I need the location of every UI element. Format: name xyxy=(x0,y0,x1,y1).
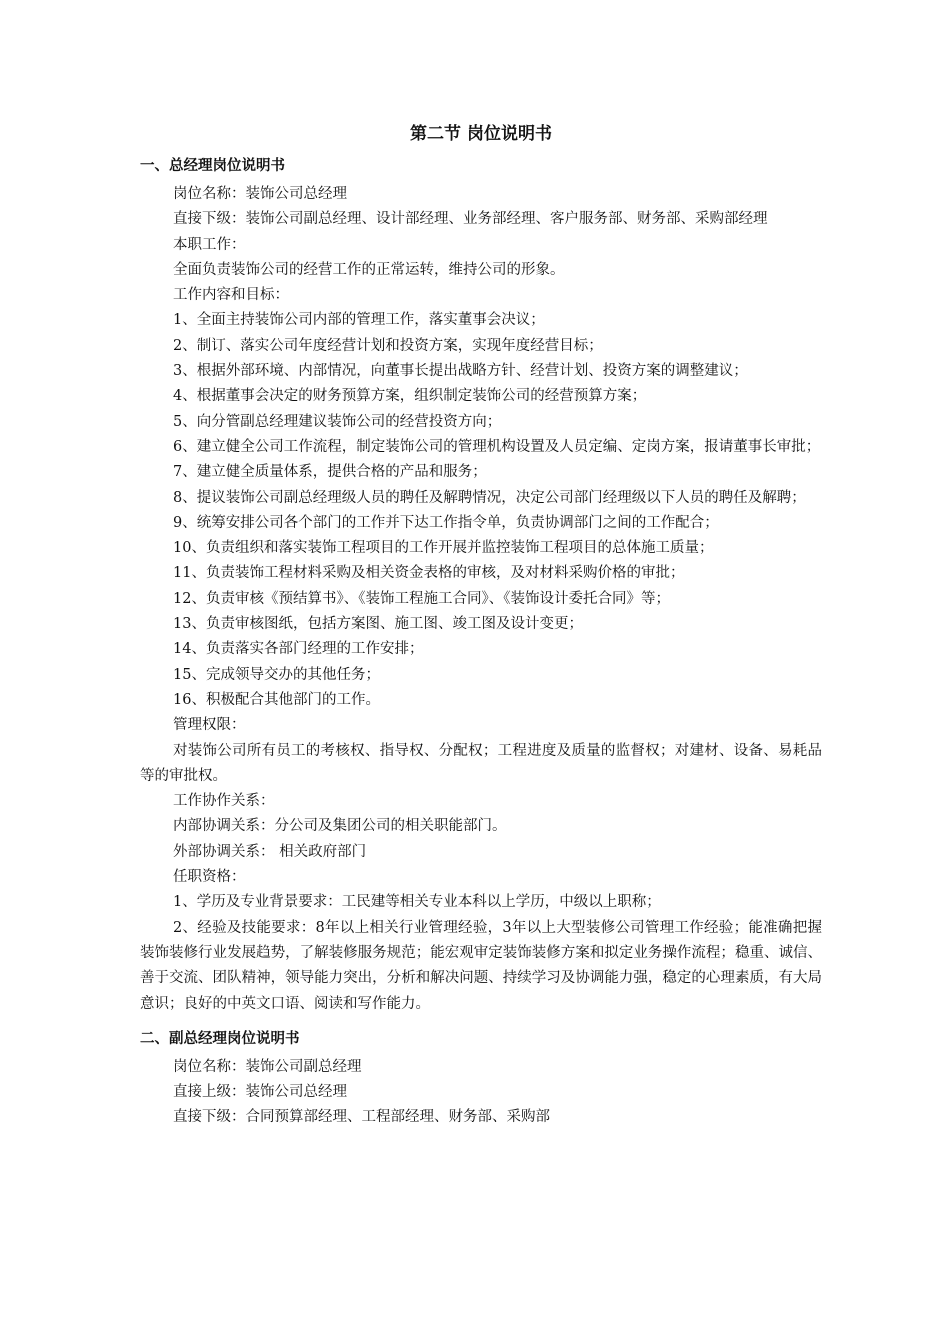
paragraph: 岗位名称：装饰公司总经理 xyxy=(173,186,347,202)
paragraph: 2、制订、落实公司年度经营计划和投资方案，实现年度经营目标； xyxy=(173,337,603,354)
paragraph: 全面负责装饰公司的经营工作的正常运转，维持公司的形象。 xyxy=(173,261,565,278)
paragraph: 9、统筹安排公司各个部门的工作并下达工作指令单，负责协调部门之间的工作配合； xyxy=(173,514,719,531)
paragraph: 本职工作： xyxy=(173,236,246,253)
paragraph: 1、全面主持装饰公司内部的管理工作，落实董事会决议； xyxy=(173,312,545,329)
paragraph: 工作协作关系： xyxy=(173,793,275,810)
section-deputy-general-manager xyxy=(140,1027,822,1131)
paragraph: 工作内容和目标： xyxy=(173,287,289,304)
paragraph: 管理权限： xyxy=(173,717,246,734)
paragraph: 6、建立健全公司工作流程，制定装饰公司的管理机构设置及人员定编、定岗方案，报请董事长审批； xyxy=(173,438,821,455)
paragraph: 8、提议装饰公司副总经理级人员的聘任及解聘情况，决定公司部门经理级以下人员的聘任及解聘； xyxy=(173,489,806,506)
section-heading: 二、副总经理岗位说明书 xyxy=(140,1030,300,1047)
paragraph: 1、学历及专业背景要求：工民建等相关专业本科以上学历，中级以上职称； xyxy=(173,894,661,911)
paragraph: 内部协调关系：分公司及集团公司的相关职能部门。 xyxy=(173,818,507,835)
paragraph: 4、根据董事会决定的财务预算方案，组织制定装饰公司的经营预算方案； xyxy=(173,388,647,405)
paragraph: 任职资格： xyxy=(173,869,246,886)
paragraph: 7、建立健全质量体系，提供合格的产品和服务； xyxy=(173,464,487,481)
paragraph: 16、积极配合其他部门的工作。 xyxy=(173,691,380,708)
paragraph: 12、负责审核《预结算书》、《装饰工程施工合同》、《装饰设计委托合同》等； xyxy=(173,590,670,607)
paragraph: 直接下级：装饰公司副总经理、设计部经理、业务部经理、客户服务部、财务部、采购部经理 xyxy=(173,211,768,228)
paragraph: 10、负责组织和落实装饰工程项目的工作开展并监控装饰工程项目的总体施工质量； xyxy=(173,540,714,557)
page-title: 第二节 岗位说明书 xyxy=(410,124,552,144)
section-heading: 一、总经理岗位说明书 xyxy=(140,158,285,174)
paragraph: 15、完成领导交办的其他任务； xyxy=(173,666,380,683)
paragraph: 岗位名称：装饰公司副总经理 xyxy=(173,1058,362,1075)
paragraph: 直接上级：装饰公司总经理 xyxy=(173,1084,347,1101)
paragraph: 5、向分管副总经理建议装饰公司的经营投资方向； xyxy=(173,413,502,430)
paragraph: 11、负责装饰工程材料采购及相关资金表格的审核，及对材料采购价格的审批； xyxy=(173,565,685,582)
section-general-manager xyxy=(140,154,822,1017)
paragraph: 14、负责落实各部门经理的工作安排； xyxy=(173,641,424,658)
paragraph: 外部协调关系： 相关政府部门 xyxy=(173,843,367,860)
paragraph: 3、根据外部环境、内部情况，向董事长提出战略方针、经营计划、投资方案的调整建议； xyxy=(173,363,748,380)
document-page xyxy=(140,118,822,1131)
paragraph: 直接下级：合同预算部经理、工程部经理、财务部、采购部 xyxy=(173,1109,550,1126)
paragraph: 对装饰公司所有员工的考核权、指导权、分配权；工程进度及质量的监督权；对建材、设备、易耗品等的审批权。 xyxy=(140,742,822,784)
paragraph: 2、经验及技能要求：8年以上相关行业管理经验，3年以上大型装修公司管理工作经验；能准确把握装饰装修行业发展趋势，了解装修服务规范；能宏观审定装饰装修方案和拟定业务操作流程；稳重、诚信、善于交流、团队精神，领导能力突出，分析和解决问题、持续学习及协调能力强，稳定的心理素质，有大局意识；良好的中英文口语、阅读和写作能力。 xyxy=(140,919,822,1012)
paragraph: 13、负责审核图纸，包括方案图、施工图、竣工图及设计变更； xyxy=(173,616,583,633)
